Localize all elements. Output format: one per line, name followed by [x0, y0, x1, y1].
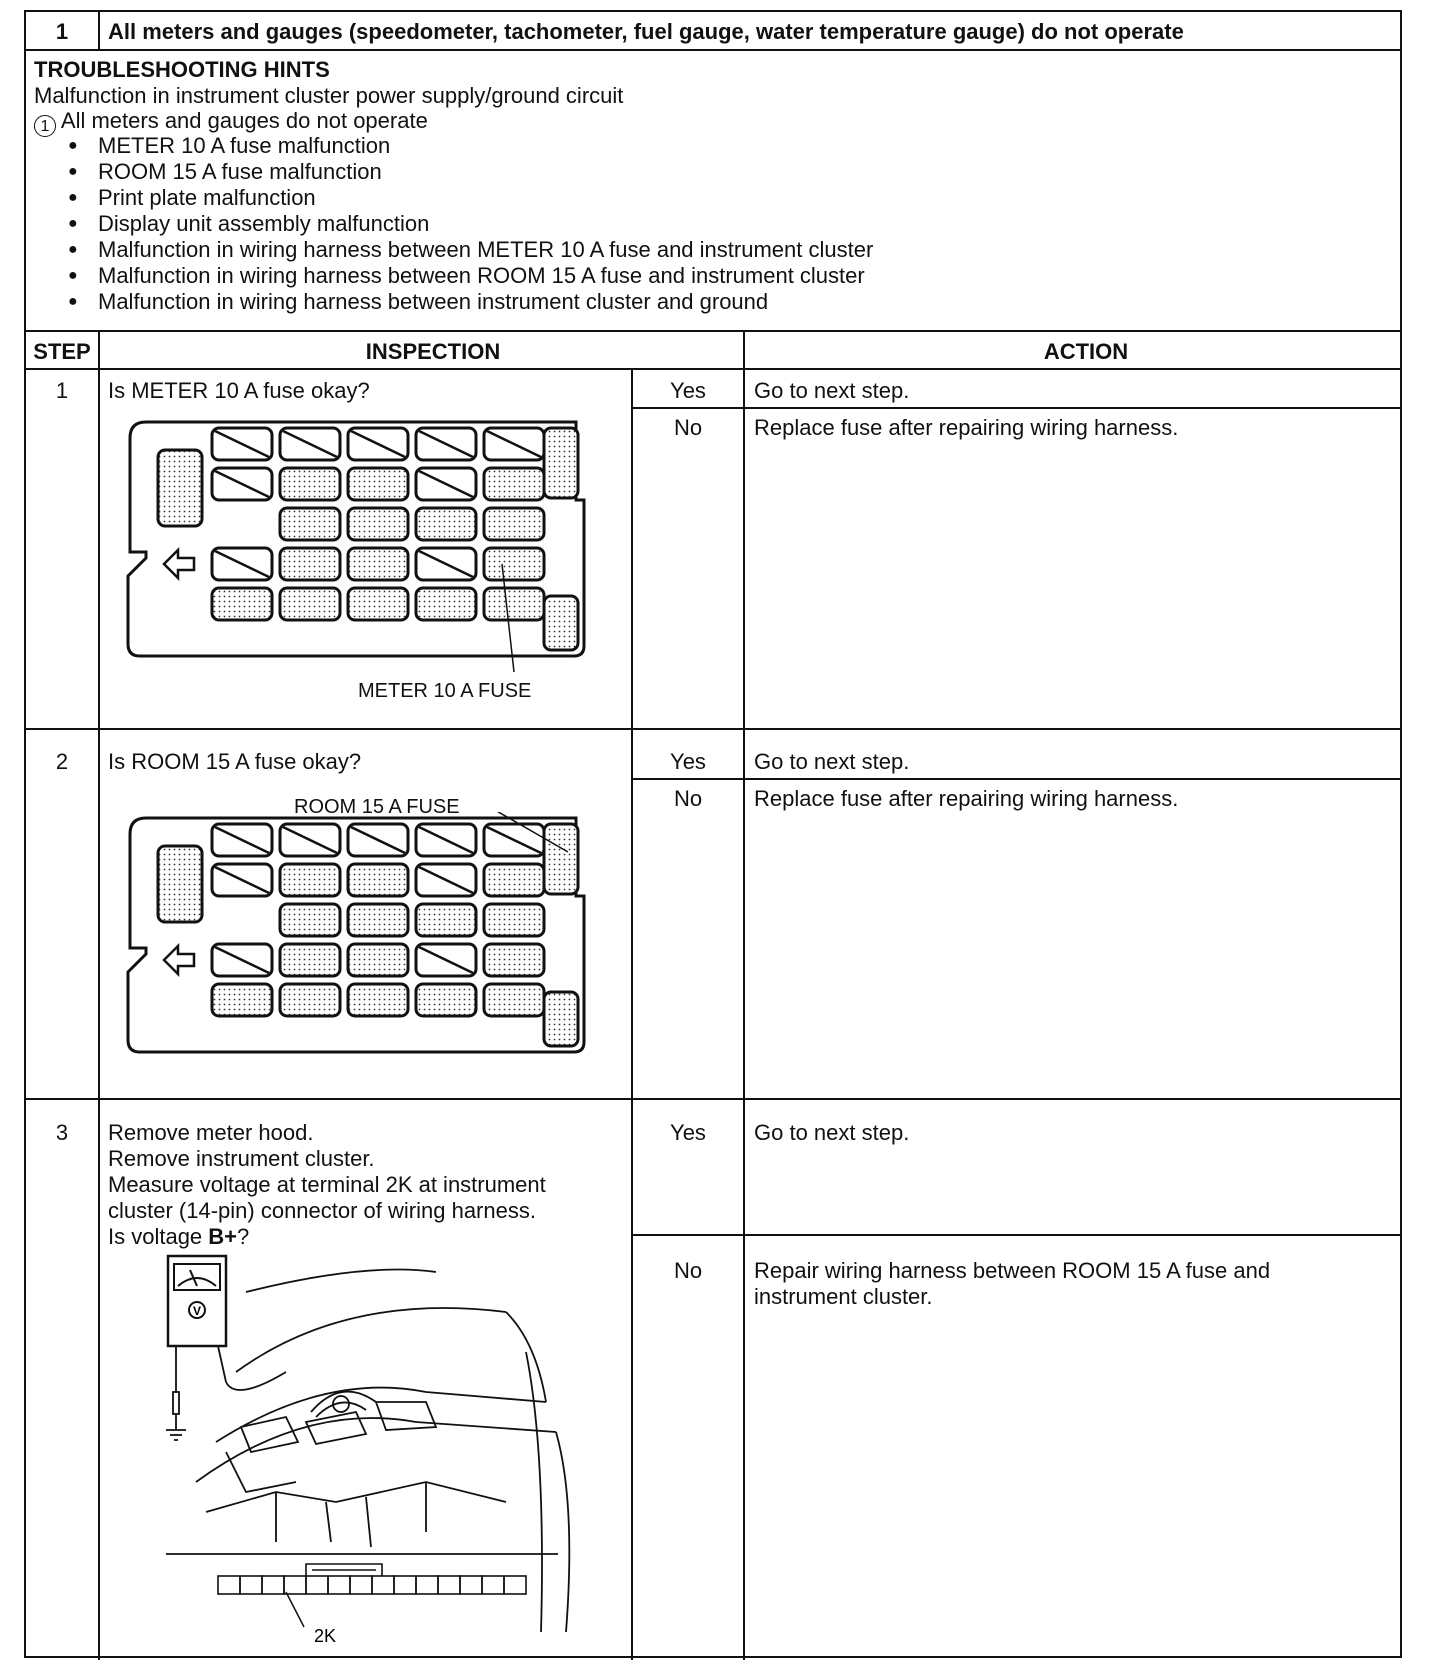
- fuse-side-bottom: [544, 992, 578, 1046]
- hint-bullet: ● Display unit assembly malfunction: [68, 210, 429, 237]
- fuse: [280, 508, 340, 540]
- hints-heading: TROUBLESHOOTING HINTS: [34, 57, 330, 82]
- fuse: [280, 468, 340, 500]
- step-1-number: 1: [55, 378, 69, 403]
- step-3-no-label: No: [673, 1258, 703, 1283]
- fuse: [484, 864, 544, 896]
- connector-pin: [350, 1576, 372, 1594]
- fuse: [280, 588, 340, 620]
- fuse: [484, 468, 544, 500]
- fuse: [484, 904, 544, 936]
- arrow-left-icon: [164, 550, 194, 578]
- col-step-header: STEP: [33, 339, 91, 364]
- connector-pin: [218, 1576, 240, 1594]
- step-1-fuse-diagram: [112, 414, 632, 714]
- fuse: [348, 904, 408, 936]
- fuse: [348, 944, 408, 976]
- connector-pin: [416, 1576, 438, 1594]
- step-1-no-action: Replace fuse after repairing wiring harness.: [754, 415, 1179, 440]
- fuse: [416, 824, 476, 856]
- hint-bullet: ● ROOM 15 A fuse malfunction: [68, 158, 382, 185]
- hint-bullet: ● Malfunction in wiring harness between METER 10 A fuse and instrument cluster: [68, 236, 873, 263]
- step-2-yes-label: Yes: [670, 749, 706, 774]
- fuse-box-svg: [112, 812, 632, 1112]
- fuse: [212, 984, 272, 1016]
- step-3-voltage-measurement-illustration: [126, 1252, 626, 1652]
- connector-pin: [438, 1576, 460, 1594]
- dashboard-outline: [196, 1270, 569, 1633]
- header-divider: [98, 12, 100, 49]
- fuse-box-svg: [112, 414, 632, 714]
- step-2-rule: [26, 1098, 1400, 1100]
- step-1-yes-label: Yes: [670, 378, 706, 403]
- fuse: [416, 428, 476, 460]
- step-1-question: Is METER 10 A fuse okay?: [108, 378, 370, 403]
- fuse: [348, 984, 408, 1016]
- step-1-yes-action: Go to next step.: [754, 378, 910, 403]
- connector-pin: [460, 1576, 482, 1594]
- step-2-yes-action: Go to next step.: [754, 749, 910, 774]
- header-rule: [26, 49, 1400, 51]
- circled-number: 1: [34, 115, 56, 137]
- fuse-side-top: [544, 824, 578, 894]
- connector-pin: [284, 1576, 306, 1594]
- hint-bullet: ● METER 10 A fuse malfunction: [68, 132, 390, 159]
- step-3-yes-label: Yes: [670, 1120, 706, 1145]
- step-3-instruction: Measure voltage at terminal 2K at instrument: [108, 1172, 546, 1197]
- fuse: [416, 984, 476, 1016]
- connector-lock-tab: [306, 1564, 382, 1576]
- fuse: [348, 588, 408, 620]
- step-3-instruction: cluster (14-pin) connector of wiring harness.: [108, 1198, 536, 1223]
- step-3-yesno-rule: [633, 1234, 1400, 1236]
- fuse: [484, 428, 544, 460]
- column-header-rule: [26, 368, 1400, 370]
- col-inspection-header: INSPECTION: [365, 339, 501, 364]
- instrument-cluster-14-pin-connector: [218, 1564, 526, 1594]
- fuse: [416, 944, 476, 976]
- step-2-fuse-diagram: [112, 812, 632, 1112]
- fuse: [280, 428, 340, 460]
- fuse: [280, 944, 340, 976]
- step-3-number: 3: [55, 1120, 69, 1145]
- procedure-title: All meters and gauges (speedometer, tachometer, fuel gauge, water temperature gauge) do not operate: [108, 19, 1184, 44]
- fuse: [280, 824, 340, 856]
- fuse-left: [158, 450, 202, 526]
- terminal-2k-leader: [286, 1592, 304, 1627]
- connector-pin: [328, 1576, 350, 1594]
- connector-pin: [306, 1576, 328, 1594]
- hints-subheading: All meters and gauges do not operate: [60, 108, 428, 133]
- terminal-2k-label: 2K: [314, 1626, 337, 1646]
- step-2-no-label: No: [673, 786, 703, 811]
- fuse: [348, 428, 408, 460]
- step-3-no-action: Repair wiring harness between ROOM 15 A fuse and: [754, 1258, 1271, 1283]
- step-3-instruction: Remove instrument cluster.: [108, 1146, 375, 1171]
- fuse-left: [158, 846, 202, 922]
- fuse-side-bottom: [544, 596, 578, 650]
- fuse: [484, 588, 544, 620]
- col-action-header: ACTION: [1043, 339, 1129, 364]
- fuse: [484, 824, 544, 856]
- fuse: [416, 508, 476, 540]
- procedure-number: 1: [55, 19, 69, 44]
- fuse: [416, 468, 476, 500]
- step-2-question: Is ROOM 15 A fuse okay?: [108, 749, 362, 774]
- fuse: [348, 864, 408, 896]
- voltmeter-icon: [168, 1256, 226, 1346]
- meter-fuse-callout: METER 10 A FUSE: [358, 680, 532, 702]
- fuse: [348, 468, 408, 500]
- hint-bullet: ● Print plate malfunction: [68, 184, 316, 211]
- hints-line-1: Malfunction in instrument cluster power supply/ground circuit: [34, 83, 624, 108]
- step-3-question: Is voltage B+?: [108, 1224, 250, 1249]
- fuse: [484, 508, 544, 540]
- fuse: [416, 864, 476, 896]
- step-column-divider: [98, 330, 100, 1660]
- hints-rule: [26, 330, 1400, 332]
- hint-bullet: ● Malfunction in wiring harness between ROOM 15 A fuse and instrument cluster: [68, 262, 865, 289]
- step-1-rule: [26, 728, 1400, 730]
- step-3-no-action: instrument cluster.: [754, 1284, 933, 1309]
- fuse: [212, 468, 272, 500]
- voltmeter-symbol: V: [192, 1304, 202, 1318]
- fuse: [416, 588, 476, 620]
- fuse: [212, 944, 272, 976]
- fuse: [212, 548, 272, 580]
- fuse: [212, 824, 272, 856]
- arrow-left-icon: [164, 946, 194, 974]
- step-3-instruction: Remove meter hood.: [108, 1120, 314, 1145]
- fuse: [484, 984, 544, 1016]
- test-leads: [166, 1346, 286, 1440]
- fuse: [212, 864, 272, 896]
- troubleshooting-page: [24, 10, 1402, 1658]
- step-2-no-action: Replace fuse after repairing wiring harness.: [754, 786, 1179, 811]
- fuse: [416, 904, 476, 936]
- room-fuse-callout: ROOM 15 A FUSE: [294, 796, 460, 818]
- connector-pin: [372, 1576, 394, 1594]
- fuse: [484, 548, 544, 580]
- fuse: [280, 904, 340, 936]
- connector-pin: [262, 1576, 284, 1594]
- step-1-yesno-rule: [633, 407, 1400, 409]
- connector-pin: [240, 1576, 262, 1594]
- connector-pin: [482, 1576, 504, 1594]
- fuse: [280, 864, 340, 896]
- fuse: [348, 508, 408, 540]
- fuse-side-top: [544, 428, 578, 498]
- connector-pin: [504, 1576, 526, 1594]
- fuse: [348, 824, 408, 856]
- fuse: [280, 984, 340, 1016]
- fuse: [212, 588, 272, 620]
- fuse: [212, 428, 272, 460]
- hint-bullet: ● Malfunction in wiring harness between instrument cluster and ground: [68, 288, 768, 315]
- fuse: [484, 944, 544, 976]
- action-column-divider: [743, 330, 745, 1660]
- step-1-no-label: No: [673, 415, 703, 440]
- connector-pin: [394, 1576, 416, 1594]
- fuse: [280, 548, 340, 580]
- fuse: [348, 548, 408, 580]
- step-2-number: 2: [55, 749, 69, 774]
- fuse: [416, 548, 476, 580]
- step-3-yes-action: Go to next step.: [754, 1120, 910, 1145]
- step-2-yesno-rule: [633, 778, 1400, 780]
